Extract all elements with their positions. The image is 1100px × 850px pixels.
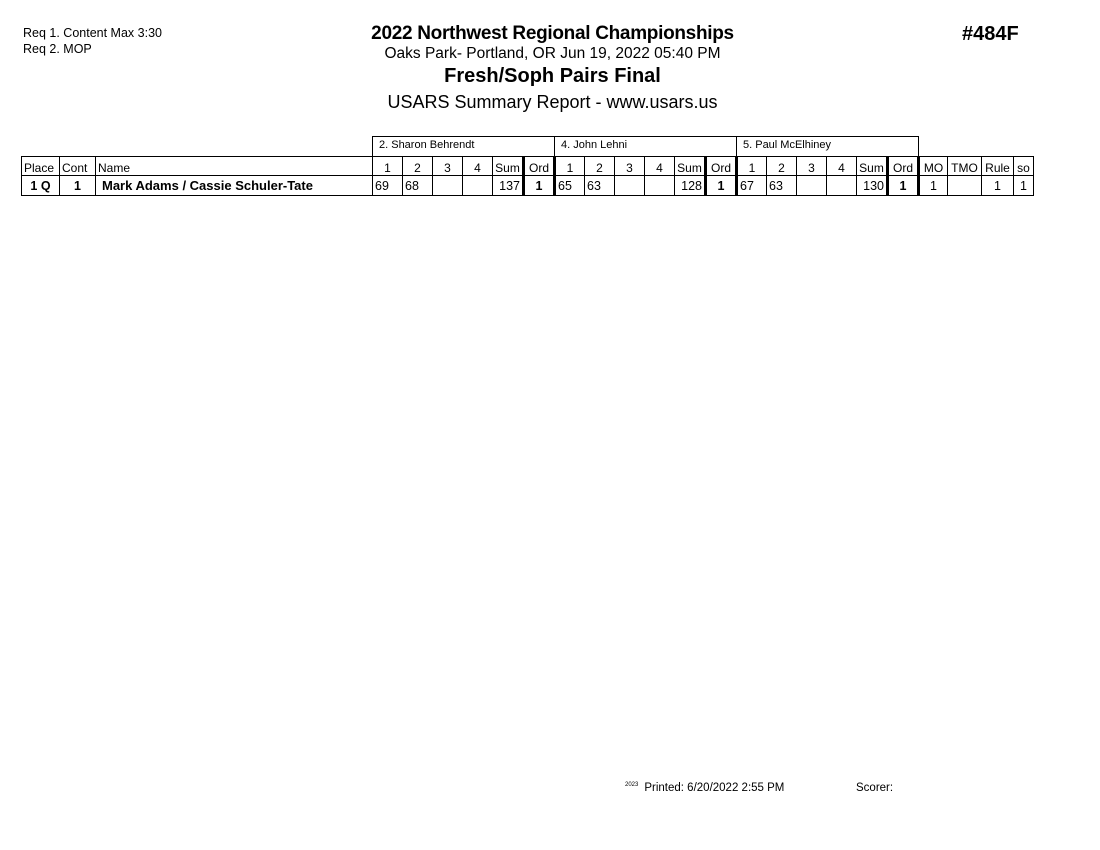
print-footer <box>625 782 784 794</box>
judge-1-name: 2. Sharon Behrendt <box>373 137 555 157</box>
j2-score-3 <box>615 176 645 196</box>
j1-sum: 137 <box>493 176 524 196</box>
col-j3-4: 4 <box>827 157 857 176</box>
requirements-list <box>23 25 162 57</box>
rule-cell: 1 <box>982 176 1014 196</box>
competition-title: 2022 Northwest Regional Championships <box>371 23 734 44</box>
col-rule: Rule <box>982 157 1014 176</box>
col-tmo: TMO <box>948 157 982 176</box>
j2-score-1: 65 <box>555 176 585 196</box>
scorer-label: Scorer: <box>856 782 894 794</box>
col-mo: MO <box>919 157 948 176</box>
table-row <box>22 176 1034 196</box>
j1-score-1: 69 <box>373 176 403 196</box>
place-cell: 1 Q <box>22 176 60 196</box>
j1-score-4 <box>463 176 493 196</box>
j2-score-2: 63 <box>585 176 615 196</box>
judge-2-name: 4. John Lehni <box>555 137 737 157</box>
col-j2-3: 3 <box>615 157 645 176</box>
col-j1-3: 3 <box>433 157 463 176</box>
j1-score-2: 68 <box>403 176 433 196</box>
col-place: Place <box>22 157 60 176</box>
j3-ord: 1 <box>888 176 919 196</box>
j3-score-3 <box>797 176 827 196</box>
footer-tiny-text: 2023 <box>625 782 639 788</box>
j2-sum: 128 <box>675 176 706 196</box>
col-name: Name <box>96 157 373 176</box>
j3-score-4 <box>827 176 857 196</box>
j3-score-1: 67 <box>737 176 767 196</box>
col-j2-4: 4 <box>645 157 675 176</box>
col-j3-1: 1 <box>737 157 767 176</box>
j2-ord: 1 <box>706 176 737 196</box>
col-j2-sum: Sum <box>675 157 706 176</box>
report-name: USARS Summary Report - www.usars.us <box>387 92 718 112</box>
col-j3-3: 3 <box>797 157 827 176</box>
col-j3-sum: Sum <box>857 157 888 176</box>
report-header <box>250 23 855 113</box>
j3-score-2: 63 <box>767 176 797 196</box>
so-cell: 1 <box>1014 176 1034 196</box>
requirement-2: Req 2. MOP <box>23 42 92 56</box>
event-name: Fresh/Soph Pairs Final <box>444 65 661 87</box>
j3-sum: 130 <box>857 176 888 196</box>
j1-score-3 <box>433 176 463 196</box>
mo-cell: 1 <box>919 176 948 196</box>
col-j2-2: 2 <box>585 157 615 176</box>
skater-name-cell: Mark Adams / Cassie Schuler-Tate <box>96 176 373 196</box>
j1-ord: 1 <box>524 176 555 196</box>
col-j3-ord: Ord <box>888 157 919 176</box>
col-j1-2: 2 <box>403 157 433 176</box>
judge-3-name: 5. Paul McElhiney <box>737 137 919 157</box>
cont-cell: 1 <box>60 176 96 196</box>
col-j1-ord: Ord <box>524 157 555 176</box>
requirement-1: Req 1. Content Max 3:30 <box>23 26 162 40</box>
col-j2-ord: Ord <box>706 157 737 176</box>
printed-timestamp: Printed: 6/20/2022 2:55 PM <box>644 782 785 794</box>
location-date: Oaks Park- Portland, OR Jun 19, 2022 05:40 PM <box>384 45 721 62</box>
event-code: #484F <box>962 23 1019 45</box>
col-j2-1: 1 <box>555 157 585 176</box>
tmo-cell <box>948 176 982 196</box>
col-j1-1: 1 <box>373 157 403 176</box>
col-j1-sum: Sum <box>493 157 524 176</box>
col-j3-2: 2 <box>767 157 797 176</box>
j2-score-4 <box>645 176 675 196</box>
col-so: so <box>1014 157 1034 176</box>
col-j1-4: 4 <box>463 157 493 176</box>
col-cont: Cont <box>60 157 96 176</box>
judges-row <box>22 137 1034 157</box>
column-header-row <box>22 157 1034 176</box>
summary-table <box>21 136 1034 196</box>
